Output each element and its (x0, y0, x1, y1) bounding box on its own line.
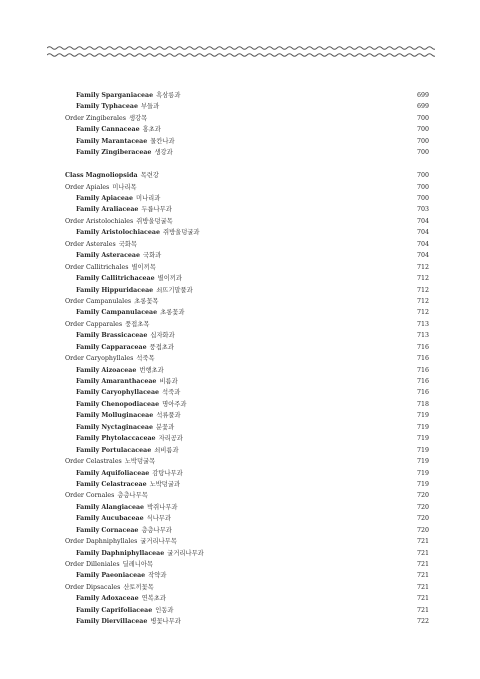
toc-entry-prefix: Order (65, 320, 84, 328)
toc-entry-prefix: Family (76, 286, 100, 294)
toc-entry-korean-name: 쥐방울덩굴목 (136, 217, 173, 225)
toc-entry-latin-name: Chenopodiaceae (101, 400, 160, 408)
toc-entry-label (65, 319, 149, 330)
toc-entry-latin-name: Aucubaceae (101, 515, 144, 523)
toc-entry-page-number: 721 (416, 595, 429, 603)
toc-entry-family (65, 433, 429, 444)
toc-entry-korean-name: 초롱꽃목 (134, 297, 159, 305)
toc-entry-latin-name: Celastrales (85, 458, 122, 466)
toc-entry-korean-name: 별이끼과 (157, 275, 182, 283)
toc-entry-latin-name: Campanulales (85, 297, 132, 305)
toc-entry-page-number: 700 (416, 172, 429, 180)
toc-entry-korean-name: 박쥐나무과 (147, 503, 178, 511)
toc-entry-label (65, 216, 173, 227)
toc-entry-label (65, 90, 180, 101)
toc-entry-korean-name: 산토끼꽃목 (123, 583, 154, 591)
toc-entry-family (65, 513, 429, 524)
toc-entry-korean-name: 명아주과 (162, 400, 187, 408)
toc-entry-page-number: 716 (416, 366, 429, 374)
toc-entry-korean-name: 생강목 (128, 114, 148, 122)
toc-entry-latin-name: Dipsacales (85, 583, 121, 591)
toc-entry-label (65, 513, 171, 524)
toc-entry-prefix: Order (65, 183, 84, 191)
toc-entry-order (65, 456, 429, 467)
toc-entry-korean-name: 십자화과 (150, 332, 175, 340)
toc-entry-prefix: Order (65, 355, 84, 363)
toc-entry-korean-name: 감탕나무과 (152, 469, 183, 477)
toc-entry-page-number: 716 (416, 355, 429, 363)
toc-entry-label (65, 204, 172, 215)
toc-entry-prefix: Family (76, 595, 100, 603)
toc-entry-latin-name: Molluginaceae (101, 412, 154, 420)
toc-entry-family (65, 593, 429, 604)
toc-entry-korean-name: 층층나무목 (117, 492, 148, 500)
toc-entry-page-number: 719 (416, 458, 429, 466)
toc-entry-label (65, 285, 193, 296)
toc-entry-latin-name: Callitrichales (85, 263, 129, 271)
toc-entry-label (65, 399, 186, 410)
toc-entry-korean-name: 연복초과 (141, 595, 166, 603)
toc-entry-prefix: Order (65, 583, 84, 591)
toc-entry-order (65, 296, 429, 307)
toc-entry-korean-name: 쇠뜨기말풀과 (156, 286, 193, 294)
toc-entry-order (65, 239, 429, 250)
toc-entry-korean-name: 노박덩굴목 (124, 458, 156, 466)
toc-entry-korean-name: 미나리목 (112, 183, 137, 191)
toc-entry-label (65, 101, 159, 112)
toc-entry-latin-name: Zingiberaceae (101, 149, 152, 157)
toc-entry-page-number: 716 (416, 343, 429, 351)
toc-entry-page-number: 700 (416, 195, 429, 202)
toc-entry-korean-name: 생강과 (154, 149, 173, 157)
toc-entry-order (65, 582, 429, 593)
toc-entry-korean-name: 목련강 (140, 172, 159, 180)
toc-entry-korean-name: 부들과 (140, 103, 160, 111)
toc-entry-prefix: Family (76, 480, 100, 488)
toc-entry-latin-name: Adoxaceae (101, 595, 139, 603)
toc-entry-label (65, 227, 199, 238)
toc-entry-family (65, 605, 429, 616)
toc-entry-page-number: 712 (416, 275, 429, 283)
toc-entry-korean-name: 물칸나과 (150, 137, 175, 145)
toc-entry-label (65, 593, 166, 604)
toc-entry-prefix: Family (76, 343, 100, 351)
toc-entry-korean-name: 흑삼릉과 (156, 92, 181, 99)
toc-entry-label (65, 570, 166, 581)
toc-entry-korean-name: 층층나무과 (141, 526, 172, 534)
toc-entry-family (65, 342, 429, 353)
toc-entry-label (65, 147, 173, 158)
toc-entry-latin-name: Sparganiaceae (101, 92, 154, 99)
toc-entry-page-number: 700 (416, 149, 429, 157)
toc-entry-page-number: 712 (416, 263, 429, 271)
toc-entry-latin-name: Daphniphyllales (85, 538, 138, 546)
toc-entry-prefix: Family (76, 435, 100, 443)
toc-entry-label (65, 422, 174, 433)
decorative-wave-border (47, 43, 435, 61)
toc-entry-page-number: 700 (416, 114, 429, 122)
table-of-contents (65, 90, 429, 628)
toc-entry-page-number: 722 (416, 618, 429, 626)
toc-entry-family (65, 273, 429, 284)
toc-entry-prefix: Family (76, 126, 100, 134)
toc-entry-page-number: 704 (416, 252, 429, 260)
toc-entry-label (65, 124, 161, 135)
toc-entry-page-number: 716 (416, 389, 429, 397)
toc-entry-label (65, 445, 179, 456)
toc-entry-latin-name: Nyctaginaceae (101, 423, 153, 431)
toc-entry-prefix: Family (76, 252, 100, 260)
toc-entry-page-number: 719 (416, 480, 429, 488)
toc-entry-prefix: Family (76, 618, 100, 626)
toc-entry-korean-name: 작약과 (148, 572, 167, 580)
toc-entry-family (65, 330, 429, 341)
toc-entry-class (65, 170, 429, 181)
toc-entry-latin-name: Aizoaceae (101, 366, 137, 374)
toc-entry-latin-name: Celastraceae (101, 480, 147, 488)
toc-entry-family (65, 147, 429, 158)
toc-entry-prefix: Order (65, 492, 84, 500)
toc-entry-label (65, 605, 173, 616)
wave-line-bottom (47, 54, 435, 57)
toc-entry-label (65, 387, 180, 398)
toc-entry-prefix: Family (76, 526, 100, 534)
toc-entry-korean-name: 노박덩굴과 (149, 480, 181, 488)
toc-entry-prefix: Order (65, 263, 84, 271)
toc-entry-prefix: Family (76, 503, 100, 511)
toc-entry-korean-name: 초롱꽃과 (160, 309, 185, 317)
toc-entry-label (65, 616, 181, 627)
toc-entry-family (65, 193, 429, 204)
toc-entry-label (65, 273, 182, 284)
toc-entry-korean-name: 쥐방울덩굴과 (162, 229, 200, 237)
toc-entry-prefix: Family (76, 606, 100, 614)
toc-entry-label (65, 250, 161, 261)
toc-entry-latin-name: Asterales (85, 240, 116, 248)
toc-entry-page-number: 721 (416, 561, 429, 568)
toc-entry-prefix: Family (76, 446, 100, 454)
toc-entry-label (65, 136, 175, 147)
toc-entry-page-number: 712 (416, 286, 429, 294)
toc-entry-prefix: Order (65, 217, 84, 225)
toc-entry-prefix: Order (65, 297, 84, 305)
toc-entry-family (65, 124, 429, 135)
toc-entry-page-number: 716 (416, 378, 429, 385)
toc-entry-label (65, 410, 181, 421)
toc-entry-prefix: Family (76, 103, 100, 111)
toc-entry-latin-name: Diervillaceae (101, 618, 148, 626)
toc-entry-order (65, 353, 429, 364)
toc-entry-order (65, 536, 429, 547)
toc-entry-family (65, 285, 429, 296)
toc-entry-label (65, 239, 137, 250)
toc-entry-korean-name: 국화과 (143, 252, 162, 260)
toc-entry-family (65, 227, 429, 238)
toc-entry-korean-name: 별이끼목 (131, 263, 156, 271)
toc-entry-label (65, 433, 183, 444)
toc-entry-label (65, 559, 153, 570)
toc-entry-latin-name: Portulacaceae (101, 446, 152, 454)
toc-entry-label (65, 353, 155, 364)
toc-entry-page-number: 718 (416, 400, 429, 408)
toc-entry-order (65, 216, 429, 227)
toc-entry-family (65, 616, 429, 627)
toc-entry-korean-name: 쇠비름과 (154, 446, 179, 454)
toc-entry-latin-name: Dilleniales (85, 561, 120, 568)
toc-entry-prefix: Family (76, 92, 100, 99)
toc-entry-order (65, 113, 429, 124)
toc-entry-page-number: 704 (416, 217, 429, 225)
toc-entry-latin-name: Aristolochiales (85, 217, 134, 225)
toc-entry-latin-name: Typhaceae (101, 103, 138, 111)
toc-entry-korean-name: 자리공과 (158, 435, 183, 443)
toc-entry-prefix: Family (76, 137, 100, 145)
toc-entry-page-number: 721 (416, 606, 429, 614)
toc-entry-latin-name: Phytolaccaceae (101, 435, 156, 443)
toc-entry-family (65, 479, 429, 490)
toc-entry-korean-name: 식나무과 (146, 515, 171, 523)
toc-entry-latin-name: Aquifoliaceae (101, 469, 150, 477)
toc-entry-latin-name: Caryophyllaceae (101, 389, 160, 397)
toc-entry-label (65, 170, 159, 181)
toc-entry-latin-name: Brassicaceae (101, 332, 148, 340)
toc-entry-label (65, 296, 159, 307)
toc-entry-label (65, 262, 156, 273)
toc-entry-family (65, 101, 429, 112)
toc-entry-family (65, 90, 429, 101)
toc-entry-family (65, 570, 429, 581)
toc-entry-page-number: 719 (416, 435, 429, 443)
toc-entry-prefix: Family (76, 572, 100, 580)
toc-entry-label (65, 582, 154, 593)
toc-entry-label (65, 468, 183, 479)
toc-entry-korean-name: 비름과 (159, 378, 178, 385)
toc-entry-prefix: Order (65, 458, 84, 466)
toc-entry-prefix: Order (65, 538, 84, 546)
toc-entry-latin-name: Paeoniaceae (101, 572, 146, 580)
toc-entry-order (65, 319, 429, 330)
toc-entry-label (65, 330, 175, 341)
toc-entry-page-number: 719 (416, 446, 429, 454)
toc-entry-latin-name: Caryophyllales (85, 355, 134, 363)
toc-entry-latin-name: Magnoliopsida (85, 172, 138, 180)
toc-entry-prefix: Family (76, 378, 100, 385)
toc-entry-page-number: 720 (416, 503, 429, 511)
toc-entry-korean-name: 풍접초과 (149, 343, 174, 351)
toc-entry-page-number: 721 (416, 549, 429, 557)
toc-entry-family (65, 468, 429, 479)
toc-entry-label (65, 365, 164, 376)
toc-entry-latin-name: Cornaceae (101, 526, 139, 534)
toc-entry-korean-name: 석죽목 (136, 355, 155, 363)
toc-entry-latin-name: Amaranthaceae (101, 378, 157, 385)
toc-entry-prefix: Family (76, 229, 100, 237)
toc-entry-latin-name: Cornales (85, 492, 115, 500)
toc-entry-korean-name: 국화목 (118, 240, 137, 248)
toc-entry-page-number: 720 (416, 492, 429, 500)
toc-entry-family (65, 250, 429, 261)
toc-entry-page-number: 699 (416, 103, 429, 111)
toc-entry-family (65, 525, 429, 536)
toc-entry-label (65, 548, 204, 559)
toc-entry-page-number: 719 (416, 412, 429, 420)
toc-entry-order (65, 559, 429, 570)
toc-entry-page-number: 700 (416, 126, 429, 134)
toc-entry-label (65, 113, 147, 124)
toc-entry-korean-name: 미나리과 (136, 195, 161, 202)
toc-entry-page-number: 700 (416, 183, 429, 191)
toc-entry-latin-name: Capparaceae (101, 343, 147, 351)
toc-entry-prefix: Family (76, 423, 100, 431)
toc-entry-page-number: 721 (416, 583, 429, 591)
toc-entry-page-number: 703 (416, 206, 429, 214)
toc-entry-label (65, 502, 178, 513)
toc-entry-page-number: 699 (416, 92, 429, 99)
toc-entry-latin-name: Capparales (85, 320, 123, 328)
toc-entry-page-number: 713 (416, 320, 429, 328)
toc-entry-latin-name: Campanulaceae (101, 309, 158, 317)
toc-entry-label (65, 456, 155, 467)
toc-entry-prefix: Order (65, 114, 84, 122)
toc-entry-korean-name: 두릅나무과 (141, 206, 172, 214)
toc-entry-prefix: Family (76, 149, 100, 157)
toc-entry-family (65, 502, 429, 513)
toc-entry-latin-name: Zingiberales (85, 114, 126, 122)
toc-entry-page-number: 704 (416, 229, 429, 237)
toc-entry-prefix: Order (65, 561, 84, 568)
toc-entry-order (65, 262, 429, 273)
toc-entry-order (65, 490, 429, 501)
toc-entry-prefix: Family (76, 332, 100, 340)
toc-entry-label (65, 536, 177, 547)
toc-entry-prefix: Family (76, 400, 100, 408)
toc-entry-latin-name: Araliaceae (101, 206, 139, 214)
toc-entry-prefix: Family (76, 412, 100, 420)
toc-entry-prefix: Family (76, 309, 100, 317)
toc-entry-page-number: 700 (416, 137, 429, 145)
toc-entry-family (65, 136, 429, 147)
toc-entry-prefix: Family (76, 549, 100, 557)
toc-entry-latin-name: Asteraceae (101, 252, 140, 260)
toc-entry-family (65, 399, 429, 410)
toc-entry-page-number: 713 (416, 332, 429, 340)
toc-entry-family (65, 376, 429, 387)
toc-entry-korean-name: 굴거리나무과 (167, 549, 204, 557)
toc-entry-label (65, 376, 178, 387)
toc-entry-prefix: Family (76, 469, 100, 477)
toc-entry-label (65, 342, 174, 353)
toc-entry-page-number: 720 (416, 515, 429, 523)
toc-entry-prefix: Family (76, 515, 100, 523)
toc-entry-korean-name: 홍초과 (142, 126, 161, 134)
toc-entry-latin-name: Apiales (85, 183, 110, 191)
toc-entry-latin-name: Cannaceae (101, 126, 140, 134)
toc-entry-label (65, 182, 137, 193)
toc-entry-prefix: Order (65, 240, 84, 248)
toc-entry-family (65, 422, 429, 433)
toc-entry-family (65, 445, 429, 456)
toc-entry-family (65, 204, 429, 215)
toc-entry-page-number: 721 (416, 538, 429, 546)
toc-entry-latin-name: Apiaceae (101, 195, 134, 202)
toc-entry-family (65, 548, 429, 559)
toc-entry-prefix: Class (65, 172, 84, 180)
toc-entry-page-number: 719 (416, 423, 429, 431)
toc-entry-prefix: Family (76, 389, 100, 397)
toc-entry-page-number: 720 (416, 526, 429, 534)
toc-entry-order (65, 182, 429, 193)
toc-entry-korean-name: 분꽃과 (155, 423, 175, 431)
toc-entry-prefix: Family (76, 366, 100, 374)
toc-entry-family (65, 365, 429, 376)
toc-entry-korean-name: 석류풀과 (156, 412, 181, 420)
toc-entry-korean-name: 번행초과 (139, 366, 164, 374)
toc-entry-family (65, 387, 429, 398)
toc-entry-page-number: 719 (416, 469, 429, 477)
toc-entry-latin-name: Callitrichaceae (101, 275, 155, 283)
toc-entry-latin-name: Hippuridaceae (101, 286, 154, 294)
toc-entry-label (65, 525, 172, 536)
toc-entry-korean-name: 굴거리나무목 (140, 538, 177, 546)
toc-entry-page-number: 712 (416, 309, 429, 317)
toc-entry-prefix: Family (76, 195, 100, 202)
toc-entry-prefix: Family (76, 275, 100, 283)
toc-entry-latin-name: Aristolochiaceae (101, 229, 160, 237)
toc-entry-korean-name: 인동과 (155, 606, 174, 614)
toc-entry-page-number: 712 (416, 297, 429, 305)
toc-entry-korean-name: 석죽과 (162, 389, 181, 397)
wave-line-top (47, 47, 435, 50)
toc-entry-label (65, 490, 148, 501)
toc-entry-latin-name: Daphniphyllaceae (101, 549, 165, 557)
toc-entry-family (65, 410, 429, 421)
toc-entry-label (65, 193, 160, 204)
toc-entry-family (65, 307, 429, 318)
toc-entry-page-number: 704 (416, 240, 429, 248)
toc-entry-prefix: Family (76, 206, 100, 214)
toc-entry-page-number: 721 (416, 572, 429, 580)
toc-entry-latin-name: Caprifoliaceae (101, 606, 153, 614)
toc-entry-korean-name: 병꽃나무과 (150, 618, 181, 626)
toc-entry-latin-name: Alangiaceae (101, 503, 145, 511)
toc-entry-korean-name: 풍접초목 (125, 320, 150, 328)
toc-entry-label (65, 479, 180, 490)
toc-entry-latin-name: Marantaceae (101, 137, 148, 145)
toc-entry-korean-name: 딜레니아목 (122, 561, 154, 568)
toc-entry-label (65, 307, 184, 318)
